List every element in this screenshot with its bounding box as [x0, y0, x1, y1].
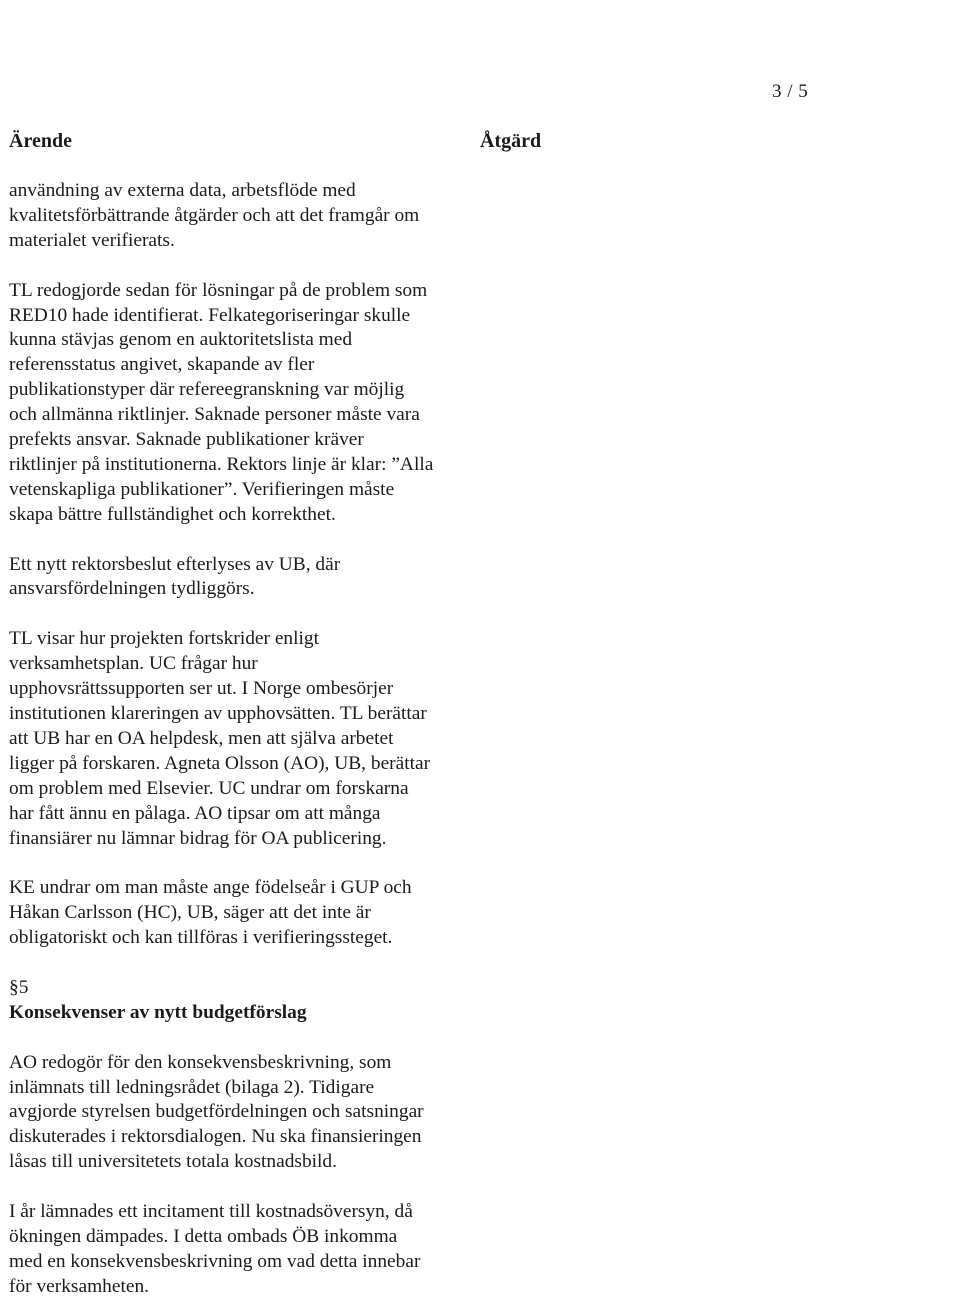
paragraph [9, 553, 449, 603]
paragraph [9, 179, 449, 254]
text-line: och allmänna riktlinjer. Saknade personer måste vara [9, 404, 420, 426]
text-line: referensstatus angivet, skapande av fler [9, 354, 315, 376]
column-heading-arende: Ärende [9, 130, 72, 152]
section-heading [9, 976, 449, 1026]
text-line: materialet verifierats. [9, 229, 175, 251]
text-line: ligger på forskaren. Agneta Olsson (AO), UB, berättar [9, 752, 431, 774]
page-number: 3 / 5 [772, 81, 809, 102]
section-title: Konsekvenser av nytt budgetförslag [9, 1001, 307, 1023]
text-line: prefekts ansvar. Saknade publikationer kräver [9, 429, 364, 451]
text-line: Håkan Carlsson (HC), UB, säger att det inte är [9, 902, 371, 924]
text-line: riktlinjer på institutionerna. Rektors linje är klar: ”Alla [9, 453, 434, 475]
text-line: att UB har en OA helpdesk, men att själva arbetet [9, 727, 394, 749]
text-line: avgjorde styrelsen budgetfördelningen och satsningar [9, 1101, 424, 1123]
arende-column-body [9, 179, 449, 1300]
section-number: §5 [9, 976, 29, 998]
text-line: publikationstyper där refereegranskning var möjlig [9, 379, 405, 401]
text-line: skapa bättre fullständighet och korrekthet. [9, 503, 336, 525]
text-line: RED10 hade identifierat. Felkategoriseringar skulle [9, 304, 411, 326]
text-line: kvalitetsförbättrande åtgärder och att det framgår om [9, 204, 420, 226]
text-line: har fått ännu en pålaga. AO tipsar om att många [9, 802, 381, 824]
text-line: institutionen klareringen av upphovsätten. TL berättar [9, 702, 427, 724]
paragraph [9, 627, 449, 851]
text-line: användning av externa data, arbetsflöde med [9, 180, 356, 201]
text-line: upphovsrättssupporten ser ut. I Norge ombesörjer [9, 678, 394, 700]
text-line: låsas till universitetets totala kostnadsbild. [9, 1151, 337, 1173]
paragraph [9, 1051, 449, 1176]
text-line: inlämnats till ledningsrådet (bilaga 2). Tidigare [9, 1076, 375, 1098]
text-line: verksamhetsplan. UC frågar hur [9, 653, 258, 675]
text-line: TL redogjorde sedan för lösningar på de problem som [9, 279, 428, 301]
text-line: Ett nytt rektorsbeslut efterlyses av UB, där [9, 553, 341, 575]
text-line: ansvarsfördelningen tydliggörs. [9, 578, 255, 600]
column-heading-atgard: Åtgärd [480, 130, 542, 152]
paragraph [9, 1200, 449, 1300]
text-line: I år lämnades ett incitament till kostnadsöversyn, då [9, 1201, 413, 1223]
text-line: för verksamheten. [9, 1275, 149, 1297]
text-line: finansiärer nu lämnar bidrag för OA publicering. [9, 827, 387, 849]
text-line: med en konsekvensbeskrivning om vad detta innebar [9, 1250, 421, 1272]
paragraph [9, 279, 449, 528]
text-line: TL visar hur projekten fortskrider enligt [9, 628, 319, 650]
text-line: ökningen dämpades. I detta ombads ÖB inkomma [9, 1225, 398, 1247]
text-line: vetenskapliga publikationer”. Verifieringen måste [9, 478, 395, 500]
text-line: diskuterades i rektorsdialogen. Nu ska finansieringen [9, 1126, 422, 1148]
text-line: AO redogör för den konsekvensbeskrivning, som [9, 1051, 392, 1073]
text-line: om problem med Elsevier. UC undrar om forskarna [9, 777, 409, 799]
paragraph [9, 876, 449, 951]
text-line: KE undrar om man måste ange födelseår i GUP och [9, 877, 412, 899]
text-line: obligatoriskt och kan tillföras i verifieringssteget. [9, 927, 393, 949]
text-line: kunna stävjas genom en auktoritetslista med [9, 329, 353, 351]
